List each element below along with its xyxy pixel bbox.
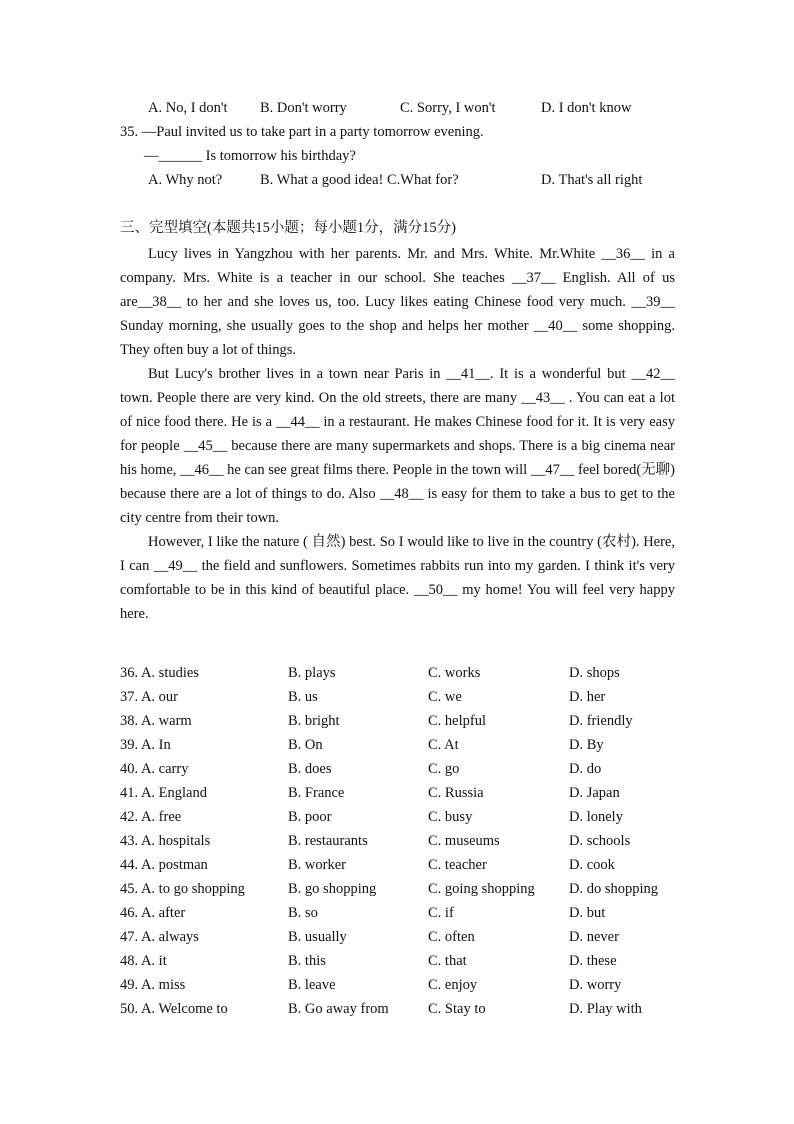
choice-a: 43. A. hospitals bbox=[120, 833, 211, 849]
choice-c: C. that bbox=[428, 953, 467, 969]
choice-c: C. busy bbox=[428, 809, 473, 825]
choice-c: C. go bbox=[428, 761, 460, 777]
choice-d: D. worry bbox=[569, 977, 622, 993]
choice-row bbox=[120, 661, 680, 685]
choice-c: C. Russia bbox=[428, 785, 484, 801]
choice-d: D. these bbox=[569, 953, 617, 969]
q35-response: —______ Is tomorrow his birthday? bbox=[144, 148, 356, 164]
choice-d: D. but bbox=[569, 905, 606, 921]
passage-paragraph-2: But Lucy's brother lives in a town near Paris in __41__. It is a wonderful but __42__ town. People there are very kind. On the old streets, there are many __43__ . You can eat a lot of nice food there. He is a __44__ in a restaurant. He makes Chinese food for it. It is very easy for people __45__ because there are many supermarkets and shops. There is a big cinema near his home, __46__ he can see great films there. People in the town will __47__ feel bored(无聊) because there are a lot of things to do. Also __48__ is easy for them to take a bus to get to the city centre from their town. bbox=[120, 366, 675, 526]
choice-c: C. if bbox=[428, 905, 454, 921]
choice-a: 49. A. miss bbox=[120, 977, 186, 993]
choice-b: B. restaurants bbox=[288, 833, 368, 849]
q34-option-a: A. No, I don't bbox=[148, 100, 228, 116]
choice-a: 39. A. In bbox=[120, 737, 171, 753]
choice-a: 50. A. Welcome to bbox=[120, 1001, 228, 1017]
choice-row bbox=[120, 997, 680, 1021]
choice-row bbox=[120, 781, 680, 805]
choice-c: C. often bbox=[428, 929, 475, 945]
choice-row bbox=[120, 805, 680, 829]
choice-c: C. works bbox=[428, 665, 481, 681]
choice-b: B. poor bbox=[288, 809, 332, 825]
choice-b: B. worker bbox=[288, 857, 346, 873]
choice-row bbox=[120, 901, 680, 925]
choice-b: B. does bbox=[288, 761, 332, 777]
choice-row bbox=[120, 925, 680, 949]
choice-d: D. cook bbox=[569, 857, 615, 873]
passage-paragraph-1: Lucy lives in Yangzhou with her parents. Mr. and Mrs. White. Mr.White __36__ in a company. Mrs. White is a teacher in our school. She teaches __37__ English. All of us are__38__ to her and she loves us, too. Lucy likes eating Chinese food very much. __39__ Sunday morning, she usually goes to the shop and helps her mother __40__ some shopping. They often buy a lot of things. bbox=[120, 246, 675, 358]
choice-a: 40. A. carry bbox=[120, 761, 189, 777]
choice-d: D. her bbox=[569, 689, 606, 705]
choice-d: D. schools bbox=[569, 833, 631, 849]
choice-row bbox=[120, 757, 680, 781]
choice-b: B. this bbox=[288, 953, 326, 969]
choice-a: 36. A. studies bbox=[120, 665, 199, 681]
choice-a: 48. A. it bbox=[120, 953, 167, 969]
q35-option-d: D. That's all right bbox=[541, 172, 643, 188]
q35-option-bc: B. What a good idea! C.What for? bbox=[260, 172, 459, 188]
q34-option-d: D. I don't know bbox=[541, 100, 632, 116]
choice-c: C. At bbox=[428, 737, 459, 753]
choice-d: D. Japan bbox=[569, 785, 620, 801]
choice-d: D. do shopping bbox=[569, 881, 659, 897]
passage-paragraph-3: However, I like the nature ( 自然) best. So I would like to live in the country (农村). Here, I can __49__ the field and sunflowers. Sometimes rabbits run into my garden. I think it's very comfortable to be in this kind of beautiful place. __50__ my home! You will feel very happy here. bbox=[120, 534, 675, 622]
choice-a: 47. A. always bbox=[120, 929, 199, 945]
choice-b: B. so bbox=[288, 905, 318, 921]
choice-a: 42. A. free bbox=[120, 809, 182, 825]
choice-a: 41. A. England bbox=[120, 785, 207, 801]
choice-c: C. going shopping bbox=[428, 881, 535, 897]
choice-a: 44. A. postman bbox=[120, 857, 208, 873]
choice-d: D. never bbox=[569, 929, 619, 945]
choice-b: B. us bbox=[288, 689, 318, 705]
choice-b: B. France bbox=[288, 785, 345, 801]
choice-a: 46. A. after bbox=[120, 905, 186, 921]
choice-b: B. usually bbox=[288, 929, 347, 945]
choice-a: 38. A. warm bbox=[120, 713, 192, 729]
q34-option-b: B. Don't worry bbox=[260, 100, 347, 116]
section-heading: 三、完型填空(本题共15小题；每小题1分，满分15分) bbox=[120, 220, 456, 236]
q34-option-c: C. Sorry, I won't bbox=[400, 100, 496, 116]
choice-d: D. friendly bbox=[569, 713, 633, 729]
choice-row bbox=[120, 973, 680, 997]
q35-option-a: A. Why not? bbox=[148, 172, 223, 188]
choice-d: D. Play with bbox=[569, 1001, 642, 1017]
choice-row bbox=[120, 733, 680, 757]
choice-b: B. go shopping bbox=[288, 881, 377, 897]
choice-c: C. we bbox=[428, 689, 462, 705]
choice-b: B. bright bbox=[288, 713, 340, 729]
choice-row bbox=[120, 685, 680, 709]
choice-d: D. By bbox=[569, 737, 604, 753]
choice-b: B. On bbox=[288, 737, 323, 753]
choice-row bbox=[120, 709, 680, 733]
choice-row bbox=[120, 853, 680, 877]
choice-a: 45. A. to go shopping bbox=[120, 881, 245, 897]
choice-b: B. leave bbox=[288, 977, 336, 993]
choice-d: D. lonely bbox=[569, 809, 623, 825]
choice-c: C. Stay to bbox=[428, 1001, 486, 1017]
choice-a: 37. A. our bbox=[120, 689, 178, 705]
choice-c: C. helpful bbox=[428, 713, 486, 729]
choice-row bbox=[120, 949, 680, 973]
choice-row bbox=[120, 829, 680, 853]
cloze-passage bbox=[120, 242, 675, 626]
choice-d: D. do bbox=[569, 761, 602, 777]
q35-prompt: 35. —Paul invited us to take part in a party tomorrow evening. bbox=[120, 124, 484, 140]
choice-d: D. shops bbox=[569, 665, 620, 681]
choice-b: B. plays bbox=[288, 665, 336, 681]
choice-row bbox=[120, 877, 680, 901]
choice-b: B. Go away from bbox=[288, 1001, 389, 1017]
choice-c: C. museums bbox=[428, 833, 500, 849]
choice-c: C. teacher bbox=[428, 857, 487, 873]
choice-c: C. enjoy bbox=[428, 977, 478, 993]
